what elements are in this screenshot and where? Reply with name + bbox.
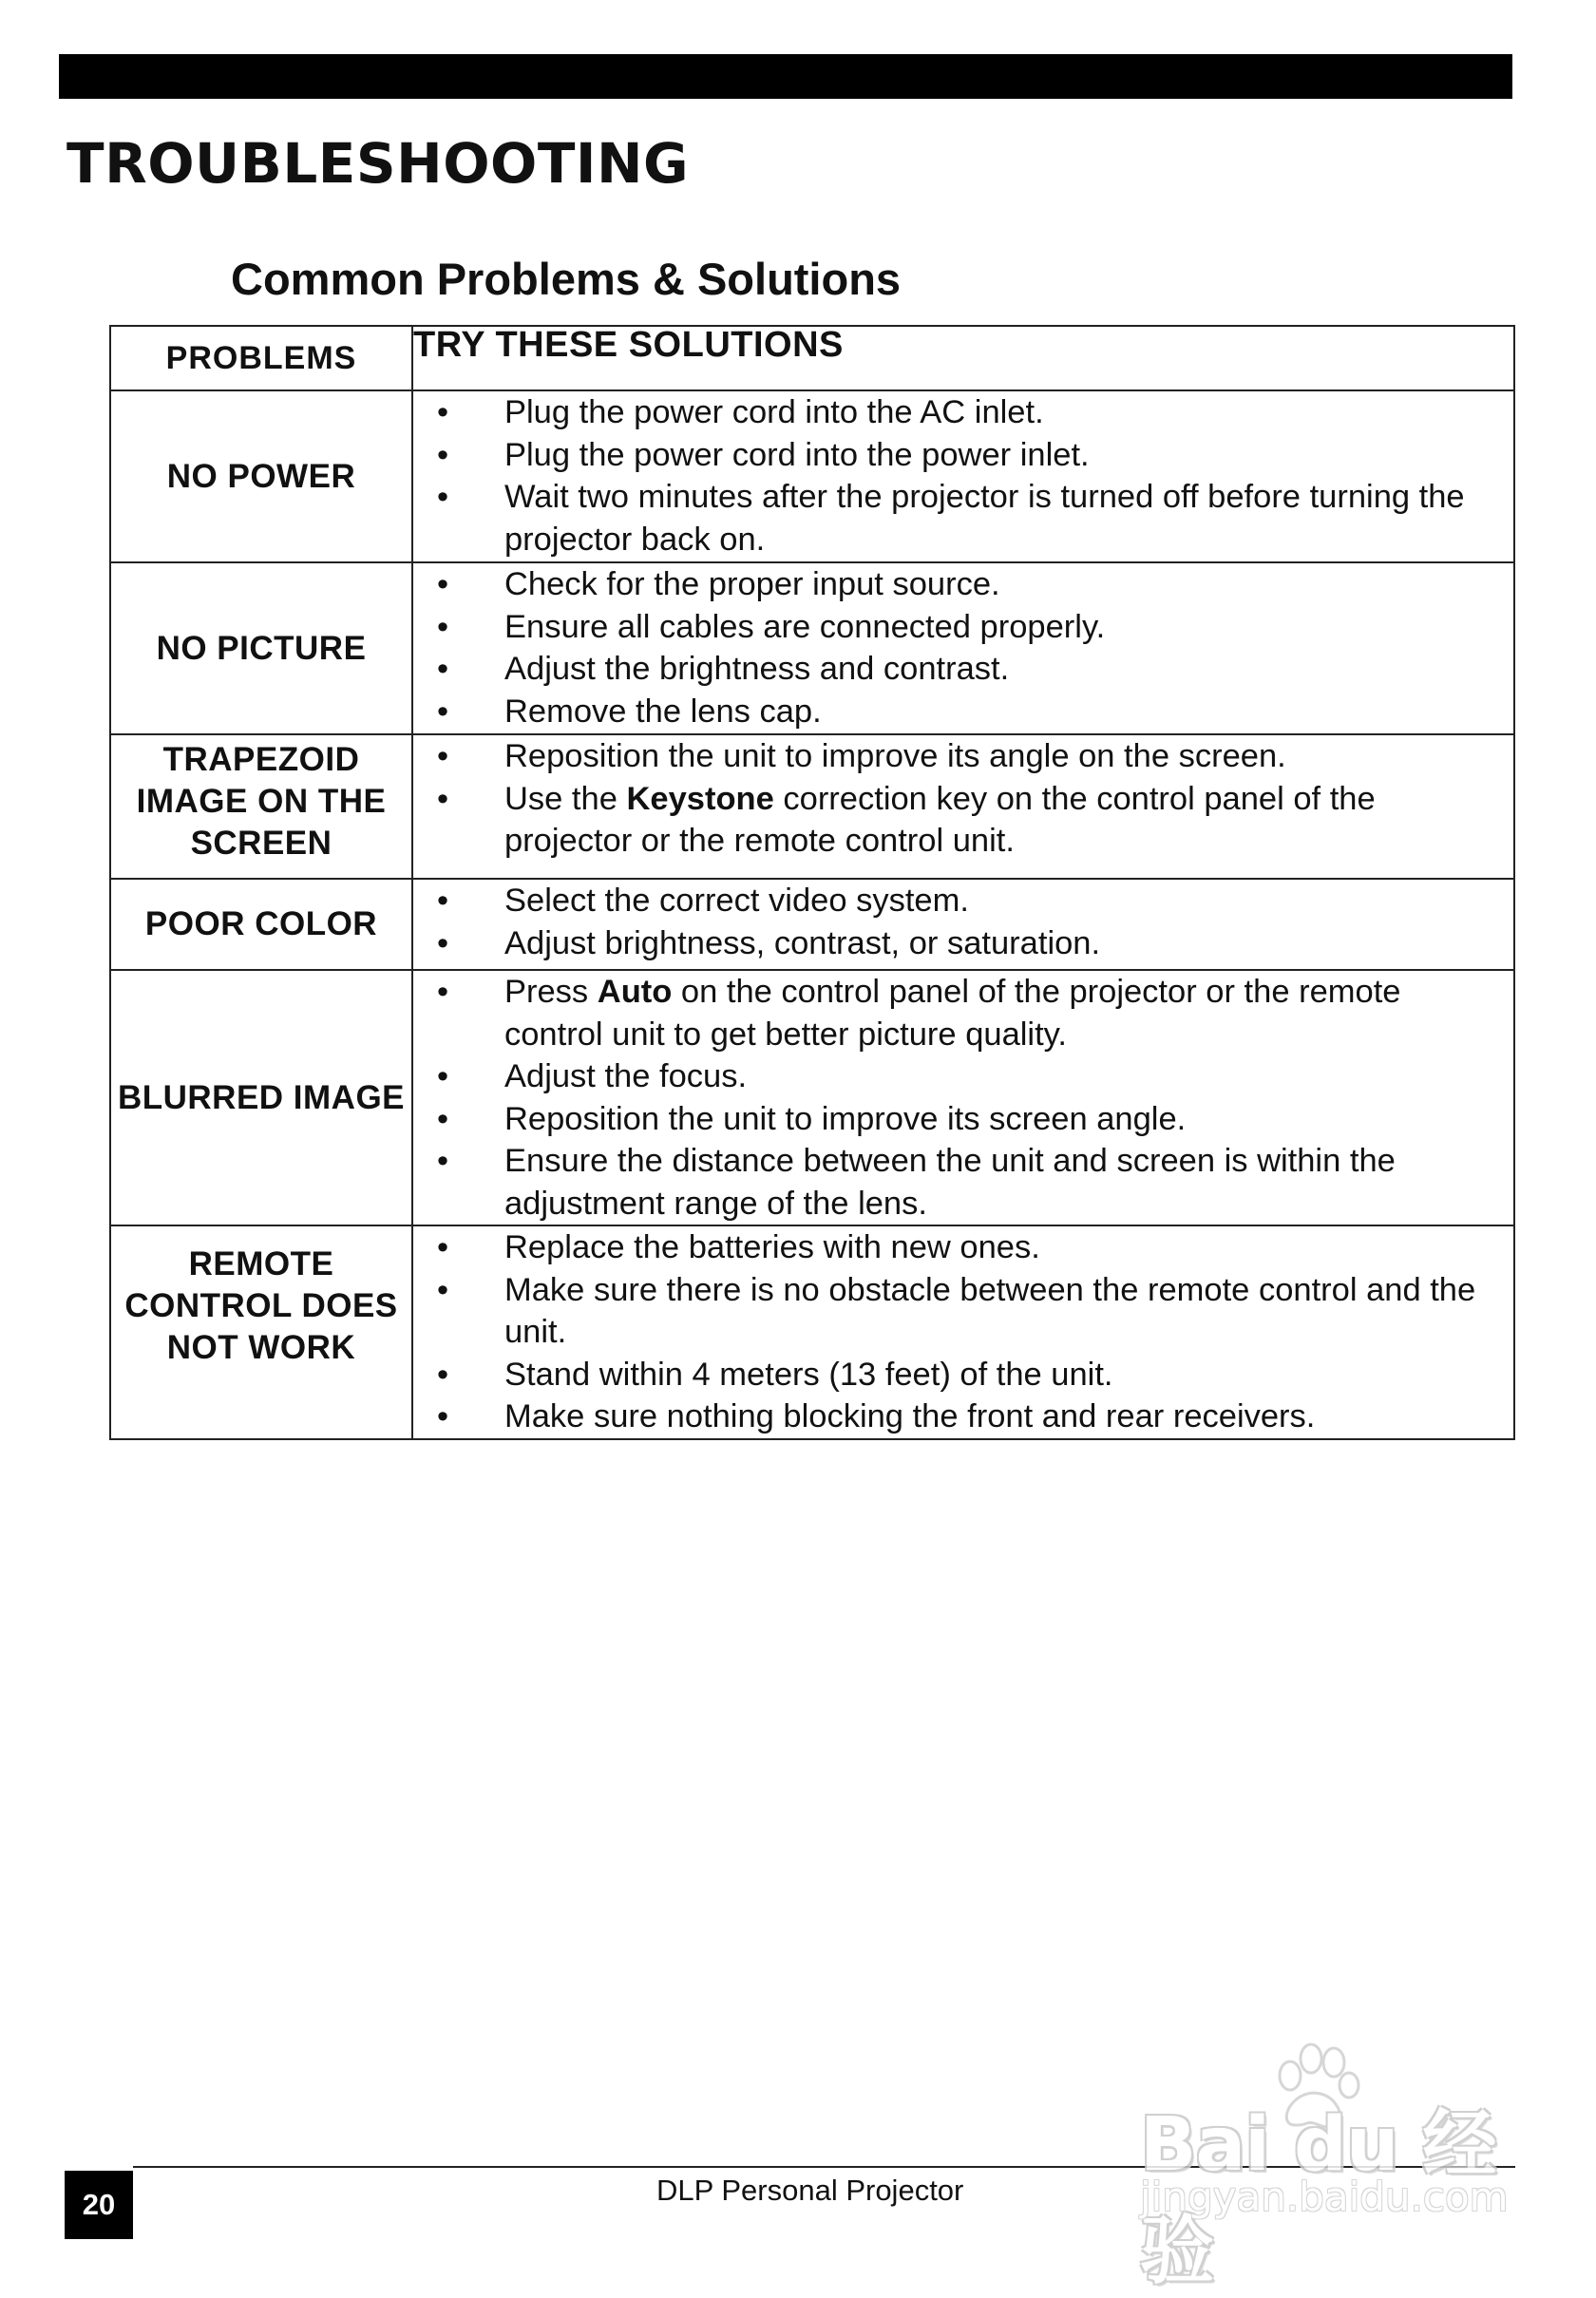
solutions-list [413,735,1513,863]
solutions-list [413,880,1513,964]
solution-text: Wait two minutes after the projector is turned off before turning the projector back on. [504,479,1465,558]
solution-item [413,735,1513,778]
baidu-watermark [1140,2038,1510,2294]
solution-text: Replace the batteries with new ones. [504,1229,1040,1265]
page-number: 20 [65,2171,133,2239]
table-row [110,879,1514,970]
solution-item [413,1055,1513,1098]
table-row [110,1225,1514,1439]
solution-text: correction key on the control panel of the projector or the remote control unit. [504,780,1376,859]
problem-cell: REMOTE CONTROL DOES NOT WORK [110,1225,412,1439]
solution-text: Adjust the brightness and contrast. [504,651,1010,687]
solutions-cell [412,734,1514,879]
solution-text: Adjust the focus. [504,1058,748,1094]
solution-item [413,434,1513,477]
solution-item [413,1098,1513,1141]
solutions-cell [412,1225,1514,1439]
solution-item [413,971,1513,1055]
footer-product-name: DLP Personal Projector [656,2174,964,2207]
solution-keyword: Keystone [626,780,774,817]
solutions-list [413,391,1513,560]
solution-text: Reposition the unit to improve its screen angle. [504,1100,1187,1137]
solution-text: Reposition the unit to improve its angle on the screen. [504,738,1286,774]
solution-text: Adjust brightness, contrast, or saturation. [504,924,1101,961]
solution-keyword: Auto [597,974,673,1010]
solutions-cell [412,390,1514,562]
solutions-cell [412,562,1514,734]
solution-item [413,1354,1513,1396]
solution-text: Use the [504,780,627,817]
solution-item [413,691,1513,733]
column-header-problems: PROBLEMS [110,326,412,390]
solution-text: Make sure nothing blocking the front and rear receivers. [504,1398,1316,1434]
problem-cell: POOR COLOR [110,879,412,970]
solutions-cell [412,970,1514,1225]
solution-text: Remove the lens cap. [504,693,822,730]
solutions-list [413,1226,1513,1438]
solution-text: Check for the proper input source. [504,566,1000,602]
solution-item [413,1226,1513,1269]
column-header-solutions [412,326,1514,390]
table-header-row [110,326,1514,390]
solutions-list [413,563,1513,732]
watermark-url: jingyan.baidu.com [1140,2174,1509,2220]
solution-text: on the control panel of the projector or the remote control unit to get better picture quality. [504,974,1401,1053]
solution-text: Stand within 4 meters (13 feet) of the unit. [504,1356,1113,1393]
solution-item [413,648,1513,691]
solution-text: Ensure all cables are connected properly. [504,608,1106,645]
solution-item [413,922,1513,965]
solution-item [413,606,1513,649]
header-bar [59,54,1512,99]
problem-cell: BLURRED IMAGE [110,970,412,1225]
watermark-brand: Bai du 经验 [1140,2102,1496,2294]
table-body [110,390,1514,1439]
solution-text: Press [504,974,598,1010]
solution-item [413,778,1513,863]
troubleshooting-table [109,325,1515,1440]
solution-item [413,1269,1513,1354]
table-row [110,970,1514,1225]
solution-text: Select the correct video system. [504,883,969,919]
solution-text: Plug the power cord into the power inlet. [504,436,1090,473]
solutions-cell [412,879,1514,970]
solution-text: Plug the power cord into the AC inlet. [504,394,1044,430]
table-row [110,562,1514,734]
solutions-list [413,971,1513,1225]
solution-item [413,563,1513,606]
solution-item [413,880,1513,922]
page-title: TROUBLESHOOTING [66,131,690,196]
problem-cell: TRAPEZOID IMAGE ON THE SCREEN [110,734,412,879]
solution-text: Ensure the distance between the unit and screen is within the adjustment range of the lens. [504,1143,1396,1222]
section-title: Common Problems & Solutions [231,254,902,304]
solution-item [413,476,1513,560]
solution-item [413,1396,1513,1438]
table-row [110,390,1514,562]
solution-item [413,391,1513,434]
solution-text: Make sure there is no obstacle between the remote control and the unit. [504,1271,1476,1350]
table-row [110,734,1514,879]
problem-cell: NO PICTURE [110,562,412,734]
solution-item [413,1140,1513,1225]
problem-cell: NO POWER [110,390,412,562]
column-header-solutions-label: TRY THESE SOLUTIONS [413,325,844,365]
